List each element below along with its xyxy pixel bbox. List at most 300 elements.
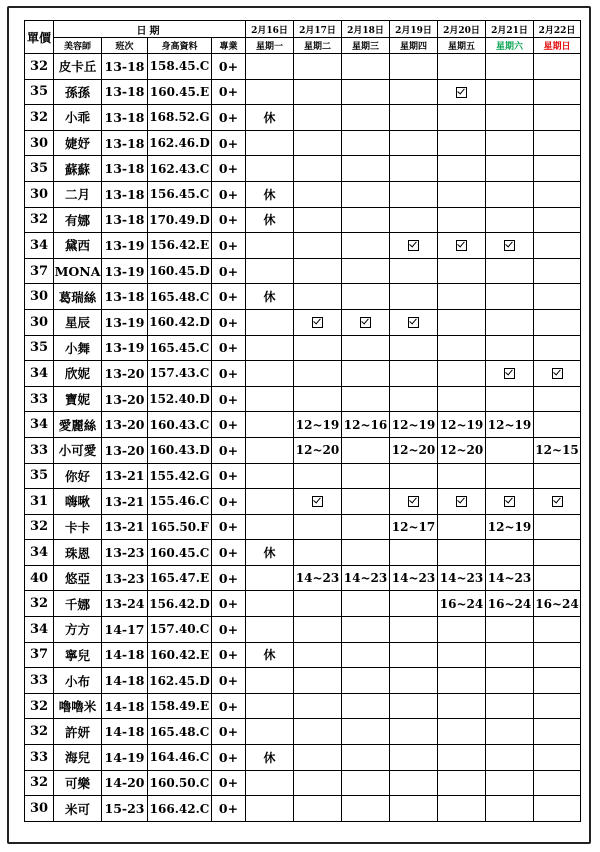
table-row xyxy=(25,335,581,361)
shift-cell: 15-23 xyxy=(102,796,148,822)
checkbox-checked-icon xyxy=(456,87,467,98)
day-cell: 12~20 xyxy=(390,437,438,463)
price-cell: 35 xyxy=(25,79,54,105)
price-cell: 34 xyxy=(25,412,54,438)
day-cell xyxy=(438,796,486,822)
day-cell-checked xyxy=(390,233,438,259)
day-cell xyxy=(246,79,294,105)
day-cell: 12~17 xyxy=(390,514,438,540)
day-cell-checked xyxy=(294,489,342,515)
specialty-cell: 0+ xyxy=(212,361,246,387)
day-cell xyxy=(534,130,581,156)
price-cell: 32 xyxy=(25,719,54,745)
table-row xyxy=(25,437,581,463)
price-cell: 35 xyxy=(25,463,54,489)
day-cell: 休 xyxy=(246,181,294,207)
day-cell xyxy=(534,693,581,719)
weekday-header-cell: 星期一 xyxy=(246,38,294,54)
height-data-cell: 156.42.E xyxy=(148,233,212,259)
day-cell xyxy=(390,719,438,745)
shift-cell: 13-18 xyxy=(102,284,148,310)
day-cell xyxy=(342,233,390,259)
day-cell xyxy=(342,463,390,489)
stylist-name-cell: 小布 xyxy=(54,668,102,694)
day-cell xyxy=(342,386,390,412)
table-row xyxy=(25,796,581,822)
table-row xyxy=(25,309,581,335)
day-cell: 休 xyxy=(246,642,294,668)
height-data-cell: 156.45.C xyxy=(148,181,212,207)
stylist-name-cell: 皮卡丘 xyxy=(54,54,102,80)
day-cell xyxy=(246,54,294,80)
column-header-specialty: 專業 xyxy=(212,38,246,54)
weekday-header-cell: 星期二 xyxy=(294,38,342,54)
date-header-cell: 2月20日 xyxy=(438,21,486,38)
day-cell xyxy=(342,130,390,156)
day-cell xyxy=(294,668,342,694)
day-cell: 14~23 xyxy=(486,565,534,591)
day-cell xyxy=(294,540,342,566)
checkbox-checked-icon xyxy=(408,496,419,507)
day-cell xyxy=(486,770,534,796)
checkbox-checked-icon xyxy=(408,240,419,251)
shift-cell: 13-19 xyxy=(102,335,148,361)
header-row-columns xyxy=(25,38,581,54)
price-cell: 33 xyxy=(25,386,54,412)
day-cell xyxy=(390,335,438,361)
day-cell xyxy=(438,745,486,771)
day-cell xyxy=(390,54,438,80)
table-row xyxy=(25,489,581,515)
price-cell: 34 xyxy=(25,233,54,259)
day-cell xyxy=(294,514,342,540)
day-cell: 14~23 xyxy=(294,565,342,591)
day-cell xyxy=(342,642,390,668)
table-row xyxy=(25,514,581,540)
stylist-name-cell: 珠恩 xyxy=(54,540,102,566)
specialty-cell: 0+ xyxy=(212,207,246,233)
specialty-cell: 0+ xyxy=(212,105,246,131)
table-row xyxy=(25,693,581,719)
day-cell xyxy=(294,642,342,668)
day-cell xyxy=(342,514,390,540)
day-cell xyxy=(486,105,534,131)
shift-cell: 14-18 xyxy=(102,719,148,745)
day-cell xyxy=(486,745,534,771)
column-header-shift: 班次 xyxy=(102,38,148,54)
day-cell xyxy=(534,156,581,182)
day-cell xyxy=(342,591,390,617)
day-cell: 16~24 xyxy=(534,591,581,617)
price-cell: 37 xyxy=(25,642,54,668)
table-row xyxy=(25,105,581,131)
stylist-name-cell: 寶妮 xyxy=(54,386,102,412)
day-cell xyxy=(294,386,342,412)
day-cell xyxy=(534,335,581,361)
day-cell xyxy=(294,258,342,284)
day-cell xyxy=(390,207,438,233)
day-cell xyxy=(246,412,294,438)
day-cell xyxy=(390,745,438,771)
stylist-name-cell: 悠亞 xyxy=(54,565,102,591)
day-cell xyxy=(390,79,438,105)
height-data-cell: 165.50.F xyxy=(148,514,212,540)
table-row xyxy=(25,770,581,796)
specialty-cell: 0+ xyxy=(212,309,246,335)
shift-cell: 13-19 xyxy=(102,233,148,259)
checkbox-checked-icon xyxy=(504,368,515,379)
day-cell xyxy=(294,693,342,719)
day-cell xyxy=(342,745,390,771)
price-cell: 32 xyxy=(25,54,54,80)
day-cell xyxy=(294,156,342,182)
day-cell xyxy=(294,105,342,131)
specialty-cell: 0+ xyxy=(212,770,246,796)
table-row xyxy=(25,565,581,591)
table-row xyxy=(25,668,581,694)
height-data-cell: 160.42.D xyxy=(148,309,212,335)
day-cell xyxy=(246,156,294,182)
weekday-header-sunday: 星期日 xyxy=(534,38,581,54)
day-cell: 12~19 xyxy=(486,412,534,438)
specialty-cell: 0+ xyxy=(212,181,246,207)
day-cell xyxy=(294,54,342,80)
specialty-cell: 0+ xyxy=(212,565,246,591)
price-cell: 32 xyxy=(25,105,54,131)
day-cell xyxy=(534,463,581,489)
day-cell xyxy=(246,693,294,719)
weekday-header-cell: 星期五 xyxy=(438,38,486,54)
day-cell xyxy=(294,181,342,207)
specialty-cell: 0+ xyxy=(212,79,246,105)
shift-cell: 13-21 xyxy=(102,489,148,515)
day-cell xyxy=(534,284,581,310)
day-cell xyxy=(294,233,342,259)
day-cell: 休 xyxy=(246,540,294,566)
height-data-cell: 160.42.E xyxy=(148,642,212,668)
day-cell: 14~23 xyxy=(390,565,438,591)
day-cell xyxy=(486,79,534,105)
day-cell xyxy=(294,79,342,105)
height-data-cell: 160.45.C xyxy=(148,540,212,566)
day-cell xyxy=(534,412,581,438)
checkbox-checked-icon xyxy=(456,240,467,251)
shift-cell: 13-18 xyxy=(102,79,148,105)
stylist-name-cell: 小可愛 xyxy=(54,437,102,463)
specialty-cell: 0+ xyxy=(212,463,246,489)
stylist-name-cell: 海兒 xyxy=(54,745,102,771)
height-data-cell: 165.45.C xyxy=(148,335,212,361)
day-cell: 12~19 xyxy=(438,412,486,438)
day-cell xyxy=(342,105,390,131)
day-cell xyxy=(390,693,438,719)
stylist-name-cell: 孫孫 xyxy=(54,79,102,105)
table-row xyxy=(25,207,581,233)
day-cell xyxy=(534,181,581,207)
day-cell xyxy=(246,361,294,387)
day-cell xyxy=(342,79,390,105)
table-row xyxy=(25,181,581,207)
day-cell xyxy=(534,719,581,745)
shift-cell: 14-20 xyxy=(102,770,148,796)
table-row xyxy=(25,463,581,489)
day-cell: 12~19 xyxy=(390,412,438,438)
specialty-cell: 0+ xyxy=(212,796,246,822)
shift-cell: 13-18 xyxy=(102,130,148,156)
day-cell xyxy=(534,540,581,566)
stylist-name-cell: 嗨啾 xyxy=(54,489,102,515)
day-cell xyxy=(390,258,438,284)
day-cell xyxy=(534,745,581,771)
specialty-cell: 0+ xyxy=(212,719,246,745)
day-cell xyxy=(342,719,390,745)
day-cell xyxy=(438,207,486,233)
day-cell xyxy=(294,617,342,643)
day-cell xyxy=(486,335,534,361)
height-data-cell: 168.52.G xyxy=(148,105,212,131)
stylist-name-cell: 你好 xyxy=(54,463,102,489)
day-cell xyxy=(438,335,486,361)
height-data-cell: 165.47.E xyxy=(148,565,212,591)
checkbox-checked-icon xyxy=(552,496,563,507)
day-cell xyxy=(390,668,438,694)
height-data-cell: 158.49.E xyxy=(148,693,212,719)
specialty-cell: 0+ xyxy=(212,284,246,310)
day-cell xyxy=(486,54,534,80)
day-cell-checked xyxy=(342,309,390,335)
day-cell xyxy=(486,258,534,284)
day-cell xyxy=(486,719,534,745)
day-cell: 12~20 xyxy=(438,437,486,463)
height-data-cell: 160.45.D xyxy=(148,258,212,284)
day-cell xyxy=(390,105,438,131)
checkbox-checked-icon xyxy=(312,496,323,507)
stylist-name-cell: 許妍 xyxy=(54,719,102,745)
day-cell xyxy=(342,54,390,80)
height-data-cell: 166.42.C xyxy=(148,796,212,822)
day-cell xyxy=(390,796,438,822)
day-cell xyxy=(390,591,438,617)
day-cell xyxy=(390,540,438,566)
shift-cell: 13-20 xyxy=(102,361,148,387)
height-data-cell: 160.45.E xyxy=(148,79,212,105)
day-cell xyxy=(342,693,390,719)
day-cell xyxy=(438,156,486,182)
stylist-name-cell: 可樂 xyxy=(54,770,102,796)
day-cell xyxy=(534,565,581,591)
table-row xyxy=(25,54,581,80)
weekday-header-saturday: 星期六 xyxy=(486,38,534,54)
price-cell: 34 xyxy=(25,540,54,566)
price-cell: 30 xyxy=(25,796,54,822)
stylist-name-cell: 星辰 xyxy=(54,309,102,335)
day-cell xyxy=(390,361,438,387)
day-cell: 14~23 xyxy=(438,565,486,591)
day-cell xyxy=(534,386,581,412)
day-cell xyxy=(390,130,438,156)
specialty-cell: 0+ xyxy=(212,617,246,643)
table-row xyxy=(25,412,581,438)
shift-cell: 14-18 xyxy=(102,693,148,719)
table-row xyxy=(25,156,581,182)
day-cell xyxy=(486,207,534,233)
height-data-cell: 165.48.C xyxy=(148,719,212,745)
specialty-cell: 0+ xyxy=(212,130,246,156)
stylist-name-cell: 欣妮 xyxy=(54,361,102,387)
table-row xyxy=(25,642,581,668)
day-cell xyxy=(294,463,342,489)
price-cell: 33 xyxy=(25,437,54,463)
schedule-table xyxy=(24,20,581,822)
stylist-name-cell: 寧兒 xyxy=(54,642,102,668)
day-cell xyxy=(246,565,294,591)
day-cell: 12~19 xyxy=(294,412,342,438)
day-cell xyxy=(294,130,342,156)
day-cell xyxy=(294,361,342,387)
specialty-cell: 0+ xyxy=(212,489,246,515)
specialty-cell: 0+ xyxy=(212,386,246,412)
day-cell: 12~16 xyxy=(342,412,390,438)
day-cell: 16~24 xyxy=(486,591,534,617)
day-cell xyxy=(486,540,534,566)
shift-cell: 13-20 xyxy=(102,386,148,412)
weekday-header-cell: 星期三 xyxy=(342,38,390,54)
day-cell xyxy=(534,105,581,131)
stylist-name-cell: 小舞 xyxy=(54,335,102,361)
day-cell xyxy=(390,284,438,310)
checkbox-checked-icon xyxy=(408,317,419,328)
day-cell-checked xyxy=(534,361,581,387)
price-cell: 37 xyxy=(25,258,54,284)
stylist-name-cell: MONA xyxy=(54,258,102,284)
day-cell: 14~23 xyxy=(342,565,390,591)
table-row xyxy=(25,386,581,412)
day-cell xyxy=(342,796,390,822)
specialty-cell: 0+ xyxy=(212,591,246,617)
specialty-cell: 0+ xyxy=(212,335,246,361)
price-cell: 32 xyxy=(25,514,54,540)
stylist-name-cell: 米可 xyxy=(54,796,102,822)
shift-cell: 13-23 xyxy=(102,540,148,566)
day-cell xyxy=(438,386,486,412)
day-cell xyxy=(246,386,294,412)
day-cell xyxy=(534,79,581,105)
day-cell xyxy=(342,258,390,284)
specialty-cell: 0+ xyxy=(212,156,246,182)
day-cell xyxy=(294,591,342,617)
height-data-cell: 158.45.C xyxy=(148,54,212,80)
stylist-name-cell: 小乖 xyxy=(54,105,102,131)
day-cell xyxy=(342,540,390,566)
price-cell: 40 xyxy=(25,565,54,591)
day-cell xyxy=(246,233,294,259)
specialty-cell: 0+ xyxy=(212,693,246,719)
day-cell xyxy=(534,770,581,796)
day-cell xyxy=(486,796,534,822)
specialty-cell: 0+ xyxy=(212,233,246,259)
day-cell xyxy=(294,745,342,771)
day-cell xyxy=(438,514,486,540)
day-cell xyxy=(486,309,534,335)
height-data-cell: 155.42.G xyxy=(148,463,212,489)
price-cell: 30 xyxy=(25,181,54,207)
column-header-height: 身高資料 xyxy=(148,38,212,54)
day-cell xyxy=(534,668,581,694)
day-cell xyxy=(534,258,581,284)
shift-cell: 14-19 xyxy=(102,745,148,771)
weekday-header-cell: 星期四 xyxy=(390,38,438,54)
price-cell: 34 xyxy=(25,361,54,387)
height-data-cell: 160.50.C xyxy=(148,770,212,796)
day-cell: 休 xyxy=(246,105,294,131)
shift-cell: 13-18 xyxy=(102,156,148,182)
day-cell: 休 xyxy=(246,284,294,310)
day-cell-checked xyxy=(294,309,342,335)
checkbox-checked-icon xyxy=(504,240,515,251)
day-cell xyxy=(486,668,534,694)
day-cell xyxy=(342,361,390,387)
day-cell xyxy=(342,770,390,796)
day-cell xyxy=(342,207,390,233)
shift-cell: 13-18 xyxy=(102,54,148,80)
day-cell xyxy=(342,437,390,463)
checkbox-checked-icon xyxy=(360,317,371,328)
checkbox-checked-icon xyxy=(456,496,467,507)
day-cell xyxy=(294,284,342,310)
day-cell xyxy=(438,642,486,668)
stylist-name-cell: 婕妤 xyxy=(54,130,102,156)
day-cell xyxy=(438,284,486,310)
day-cell xyxy=(438,309,486,335)
date-header-cell: 2月17日 xyxy=(294,21,342,38)
schedule-body xyxy=(25,21,581,822)
height-data-cell: 160.43.D xyxy=(148,437,212,463)
price-cell: 33 xyxy=(25,745,54,771)
day-cell xyxy=(438,617,486,643)
day-cell xyxy=(246,668,294,694)
height-data-cell: 152.40.D xyxy=(148,386,212,412)
day-cell xyxy=(246,617,294,643)
shift-cell: 13-23 xyxy=(102,565,148,591)
day-cell xyxy=(438,105,486,131)
day-cell xyxy=(534,642,581,668)
day-cell xyxy=(534,309,581,335)
day-cell xyxy=(246,130,294,156)
day-cell xyxy=(534,514,581,540)
height-data-cell: 170.49.D xyxy=(148,207,212,233)
day-cell xyxy=(438,463,486,489)
day-cell: 休 xyxy=(246,745,294,771)
day-cell xyxy=(246,463,294,489)
day-cell: 12~19 xyxy=(486,514,534,540)
day-cell xyxy=(342,284,390,310)
day-cell xyxy=(534,207,581,233)
specialty-cell: 0+ xyxy=(212,540,246,566)
day-cell xyxy=(534,796,581,822)
height-data-cell: 155.46.C xyxy=(148,489,212,515)
day-cell-checked xyxy=(438,79,486,105)
day-cell xyxy=(438,693,486,719)
price-cell: 35 xyxy=(25,156,54,182)
price-header: 單價 xyxy=(25,21,54,54)
height-data-cell: 157.40.C xyxy=(148,617,212,643)
stylist-name-cell: 有娜 xyxy=(54,207,102,233)
day-cell xyxy=(390,386,438,412)
day-cell xyxy=(486,463,534,489)
shift-cell: 13-18 xyxy=(102,181,148,207)
height-data-cell: 160.43.C xyxy=(148,412,212,438)
date-header-cell: 2月21日 xyxy=(486,21,534,38)
